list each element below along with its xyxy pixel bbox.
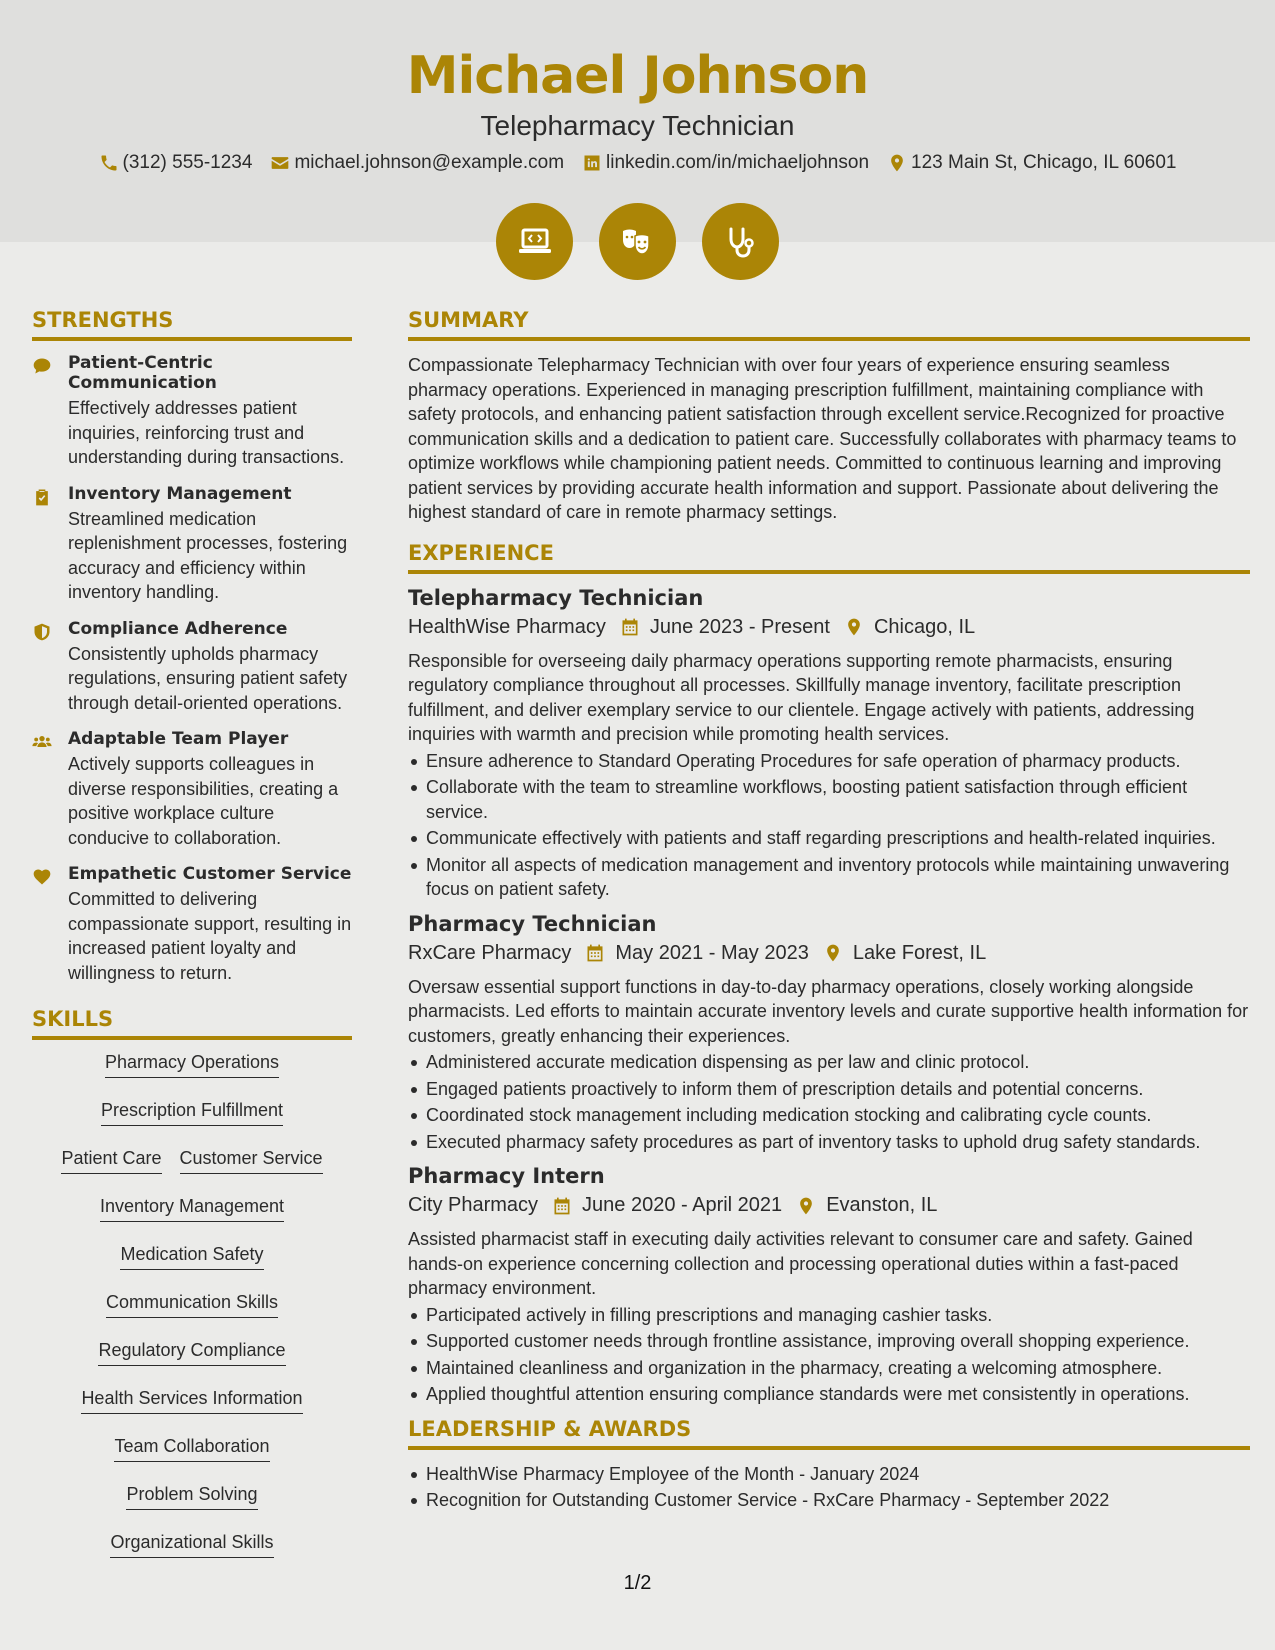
skill-tag: Communication Skills <box>106 1282 278 1318</box>
strength-desc: Streamlined medication replenishment processes, fostering accuracy and efficiency within inventory handling. <box>68 508 348 602</box>
job-dates: May 2021 - May 2023 <box>615 941 809 964</box>
job-entry <box>408 912 1250 1155</box>
skill-tag: Inventory Management <box>100 1186 284 1222</box>
list-item: Administered accurate medication dispensing as per law and clinic protocol. <box>408 1050 1250 1075</box>
list-item: Participated actively in filling prescriptions and managing cashier tasks. <box>408 1303 1250 1328</box>
list-item: Maintained cleanliness and organization in the pharmacy, creating a welcoming atmosphere. <box>408 1356 1250 1381</box>
job-description: Oversaw essential support functions in day-to-day pharmacy operations, closely working alongside pharmacists. Led efforts to maintain accurate inventory levels and curate supportive health information for customers, greatly enhancing their experiences. <box>408 976 1249 1046</box>
stethoscope-icon <box>721 222 761 262</box>
awards-list <box>408 1462 1250 1513</box>
job-bullets <box>408 1303 1250 1407</box>
comment-icon <box>32 356 52 376</box>
shield-icon <box>32 622 52 642</box>
job-bullets <box>408 749 1250 902</box>
skill-tag: Team Collaboration <box>114 1426 269 1462</box>
location-icon <box>887 153 907 173</box>
right-column <box>408 308 1250 1515</box>
location-icon <box>796 1196 816 1216</box>
job-entry <box>408 1164 1250 1407</box>
badge-stethoscope <box>702 203 779 280</box>
location-icon <box>823 943 843 963</box>
experience-heading: EXPERIENCE <box>408 541 1250 574</box>
icon-badges <box>0 203 1275 280</box>
calendar-icon <box>585 943 605 963</box>
job-company: HealthWise Pharmacy <box>408 615 606 638</box>
skills-list <box>32 1042 352 1570</box>
job-meta <box>408 616 1250 639</box>
calendar-icon <box>620 617 640 637</box>
contact-email-text[interactable]: michael.johnson@example.com <box>294 152 565 173</box>
skill-tag: Health Services Information <box>81 1378 302 1414</box>
summary-heading: SUMMARY <box>408 308 1250 341</box>
skill-tag: Regulatory Compliance <box>98 1330 285 1366</box>
list-item: Recognition for Outstanding Customer Service - RxCare Pharmacy - September 2022 <box>408 1488 1250 1513</box>
contact-email[interactable] <box>270 152 564 174</box>
list-item: Applied thoughtful attention ensuring compliance standards were met consistently in operations. <box>408 1382 1250 1407</box>
job-company: City Pharmacy <box>408 1194 539 1216</box>
strength-item <box>32 353 352 470</box>
strength-desc: Committed to delivering compassionate support, resulting in increased patient loyalty and willingness to return. <box>68 889 352 983</box>
heart-icon <box>32 867 52 887</box>
contact-linkedin-text[interactable]: linkedin.com/in/michaeljohnson <box>606 152 870 173</box>
job-entry <box>408 586 1250 902</box>
strength-title: Compliance Adherence <box>68 618 288 639</box>
location-icon <box>844 617 864 637</box>
skill-tag: Organizational Skills <box>110 1522 273 1558</box>
summary-text: Compassionate Telepharmacy Technician with over four years of experience ensuring seamless pharmacy operations. Experienced in managing prescription fulfillment, maintaining compliance with safety protocols, and enhancing patient satisfaction through excellent service.Recognized for proactive communication skills and a dedication to patient care. Successfully collaborates with pharmacy teams to optimize workflows while championing patient needs. Committed to continuous learning and improving patient services by providing accurate health information and support. Passionate about delivering the highest standard of care in remote pharmacy settings. <box>408 355 1237 522</box>
job-location: Lake Forest, IL <box>852 941 987 964</box>
job-title: Pharmacy Intern <box>408 1164 605 1188</box>
laptop-code-icon <box>515 222 555 262</box>
strength-item <box>32 729 352 850</box>
list-item: Engaged patients proactively to inform them of prescription details and potential concerns. <box>408 1077 1250 1102</box>
job-location: Evanston, IL <box>826 1194 938 1216</box>
phone-icon <box>99 153 119 173</box>
job-dates: June 2023 - Present <box>649 615 830 638</box>
contact-phone <box>99 152 253 174</box>
skills-heading: SKILLS <box>32 1007 352 1040</box>
clipboard-check-icon <box>32 487 52 507</box>
skill-tag: Pharmacy Operations <box>105 1042 279 1078</box>
list-item: Ensure adherence to Standard Operating Procedures for safe operation of pharmacy products. <box>408 749 1250 774</box>
job-dates: June 2020 - April 2021 <box>582 1194 783 1216</box>
strength-desc: Actively supports colleagues in diverse responsibilities, creating a positive workplace culture conducive to collaboration. <box>68 754 339 848</box>
list-item: Supported customer needs through frontline assistance, improving overall shopping experience. <box>408 1329 1250 1354</box>
job-location: Chicago, IL <box>873 615 976 638</box>
theater-masks-icon <box>618 222 658 262</box>
job-meta <box>408 942 1250 965</box>
email-icon <box>270 153 290 173</box>
left-column <box>32 308 352 1570</box>
strength-item <box>32 864 352 985</box>
contact-address-text: 123 Main St, Chicago, IL 60601 <box>911 152 1177 173</box>
list-item: Coordinated stock management including medication stocking and calibrating cycle counts. <box>408 1103 1250 1128</box>
list-item: HealthWise Pharmacy Employee of the Month - January 2024 <box>408 1462 1250 1487</box>
job-description: Assisted pharmacist staff in executing daily activities relevant to consumer care and safety. Gained hands-on experience concerning collection and processing operational duties within a fast-paced pharmacy environment. <box>408 1229 1193 1298</box>
candidate-title: Telepharmacy Technician <box>480 110 795 141</box>
job-title: Pharmacy Technician <box>408 911 657 936</box>
badge-masks <box>599 203 676 280</box>
users-icon <box>32 732 52 752</box>
strength-desc: Consistently upholds pharmacy regulations, ensuring patient safety through detail-oriented operations. <box>68 643 348 713</box>
contact-address <box>887 152 1176 174</box>
job-company: RxCare Pharmacy <box>408 941 572 964</box>
job-description: Responsible for overseeing daily pharmacy operations supporting remote pharmacists, ensuring regulatory compliance throughout all processes. Skillfully manage inventory, facilitate prescription fulfillment, and deliver exemplary service to our clientele. Engage actively with patients, addressing inquiries with warmth and precision while promoting health services. <box>408 650 1195 744</box>
job-bullets <box>408 1050 1250 1154</box>
strength-item <box>32 619 352 716</box>
skill-tag: Prescription Fulfillment <box>101 1090 283 1126</box>
strength-title: Adaptable Team Player <box>68 729 289 749</box>
badge-laptop <box>496 203 573 280</box>
skill-tag: Customer Service <box>180 1138 323 1174</box>
strength-title: Empathetic Customer Service <box>68 864 352 884</box>
contact-linkedin[interactable] <box>582 152 869 174</box>
list-item: Collaborate with the team to streamline workflows, boosting patient satisfaction through efficient service. <box>408 775 1250 824</box>
strength-title: Patient-Centric Communication <box>68 353 217 393</box>
linkedin-icon <box>582 153 602 173</box>
strength-title: Inventory Management <box>68 483 292 504</box>
page-number: 1/2 <box>623 1572 652 1594</box>
skill-tag: Problem Solving <box>126 1474 257 1510</box>
list-item: Executed pharmacy safety procedures as part of inventory tasks to uphold drug safety standards. <box>408 1130 1250 1155</box>
strength-item <box>32 484 352 605</box>
list-item: Communicate effectively with patients and staff regarding prescriptions and health-related inquiries. <box>408 826 1250 851</box>
contact-phone-text: (312) 555-1234 <box>122 152 253 173</box>
awards-heading: LEADERSHIP & AWARDS <box>408 1417 1250 1450</box>
list-item: Monitor all aspects of medication management and inventory protocols while maintaining unwavering focus on patient safety. <box>408 853 1250 902</box>
calendar-icon <box>552 1196 572 1216</box>
skill-tag: Medication Safety <box>120 1234 263 1270</box>
strength-desc: Effectively addresses patient inquiries, reinforcing trust and understanding during transactions. <box>68 398 345 467</box>
candidate-name: Michael Johnson <box>406 46 869 106</box>
job-meta <box>408 1194 1250 1217</box>
skill-tag: Patient Care <box>61 1138 161 1174</box>
job-title: Telepharmacy Technician <box>408 585 704 610</box>
strengths-heading: STRENGTHS <box>32 308 352 341</box>
contact-bar <box>0 152 1275 174</box>
